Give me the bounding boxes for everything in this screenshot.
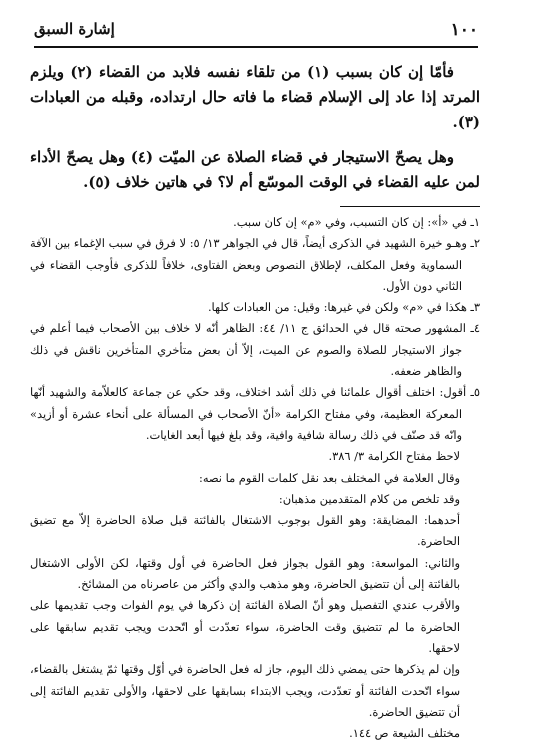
footnote-5-third-view: والأقرب عندي التفصيل وهو أنّ الصلاة الفائتة إن ذكرها في يوم الفوات وجب تقديمها على الحاضرة ما لم تتضيق وقت الحاضرة، سواء تعدّدت أو اتّحدت ويجب تقديم سابقها على لاحقها. bbox=[30, 598, 460, 655]
footnote-5-reference: لاحظ مفتاح الكرامة ٣/ ٣٨٦. bbox=[328, 449, 460, 464]
main-paragraph: فأمّا إن كان بسبب (١) من تلقاء نفسه فلابد من القضاء (٢) ويلزم المرتد إذا عاد إلى الإسلام قضاء ما فاته حال ارتداده، وقبله من العبادات (٣). bbox=[30, 63, 480, 131]
footnote-4: ٤ـ المشهور صحته قال في الحدائق ج ١١/ ٤٤: الظاهر أنّه لا خلاف بين الأصحاب فيما أعلم في جواز الاستيجار للصلاة والصوم عن الميت، إلاّ أن بعض متأخري المتأخرين ناقش في ذلك والظاهر ضعفه. bbox=[30, 321, 480, 379]
footnote-5-second-view: والثاني: المواسعة: وهو القول بجواز فعل الحاضرة في أول وقتها، لكن الأولى الاشتغال بالفائتة إلى أن تتضيق الحاضرة، وهو مذهب والدي وأكثر من عاصرناه من المشائخ. bbox=[30, 555, 460, 592]
footnote-5-fourth-view: وإن لم يذكرها حتى يمضي ذلك اليوم، جاز له فعل الحاضرة في أوّل وقتها ثمّ يشتغل بالقضاء، سواء اتّحدت الفائتة أو تعدّدت، ويجب الابتداء بسابقها على لاحقها، والأولى تقديم الفائتة إلى أن تتضيق الحاضرة. bbox=[30, 662, 460, 719]
header-rule bbox=[34, 46, 478, 48]
footnote-1: ١ـ في «أ»: إن كان التسبب، وفي «م» إن كان سبب. bbox=[233, 215, 480, 229]
footnote-5: ٥ـ أقول: اختلف أقوال علمائنا في ذلك أشد اختلاف، وقد حكي عن جماعة كالعلاّمة والشهيد أنّها المعركة العظيمة، وفي مفتاح الكرامة «أنّ الأصحاب في المسألة على أنحاء عشرة أو أزيد» وانّه قد صنّف في ذلك رسالة شافية وافية، وقد بلغ فيها أبعد الغايات. bbox=[30, 385, 480, 442]
footnote-5-first-view: أحدهما: المضايقة: وهو القول بوجوب الاشتغال بالفائتة قبل صلاة الحاضرة إلاّ مع تضيق الحاضرة. bbox=[30, 513, 460, 549]
footnote-2: ٢ـ وهـو خيرة الشهيد في الذكرى أيضاً، قال في الجواهر ١٣/ ٥: لا فرق في سبب الإغماء بين الآفة السماوية وفعل المكلف، لإطلاق النصوص وبعض الفتاوى، خلافاً للذكرى فأوجب القضاء في الثاني دون الأول. bbox=[30, 236, 480, 293]
footnote-3: ٣ـ هكذا في «م» ولكن في غيرها: وقيل: من العبادات كلها. bbox=[207, 300, 480, 315]
footnote-5-summary: وقد تلخص من كلام المتقدمين مذهبان: bbox=[278, 491, 460, 506]
footnote-divider bbox=[340, 206, 480, 207]
main-paragraph: وهل يصحّ الاستيجار في قضاء الصلاة عن الميّت (٤) وهل يصحّ الأداء لمن عليه القضاء في الوقت الموسّع أم لا؟ في هاتين خلاف (٥). bbox=[30, 148, 480, 191]
page-number: ١٠٠ bbox=[450, 20, 478, 40]
footnotes bbox=[30, 212, 480, 744]
main-text bbox=[30, 60, 480, 205]
page-header bbox=[34, 20, 478, 46]
footnote-5-source: مختلف الشيعة ص ١٤٤. bbox=[349, 726, 460, 741]
running-title: إشارة السبق bbox=[34, 20, 115, 38]
footnote-5-allama-quote: وقال العلامة في المختلف بعد نقل كلمات القوم ما نصه: bbox=[198, 470, 460, 485]
